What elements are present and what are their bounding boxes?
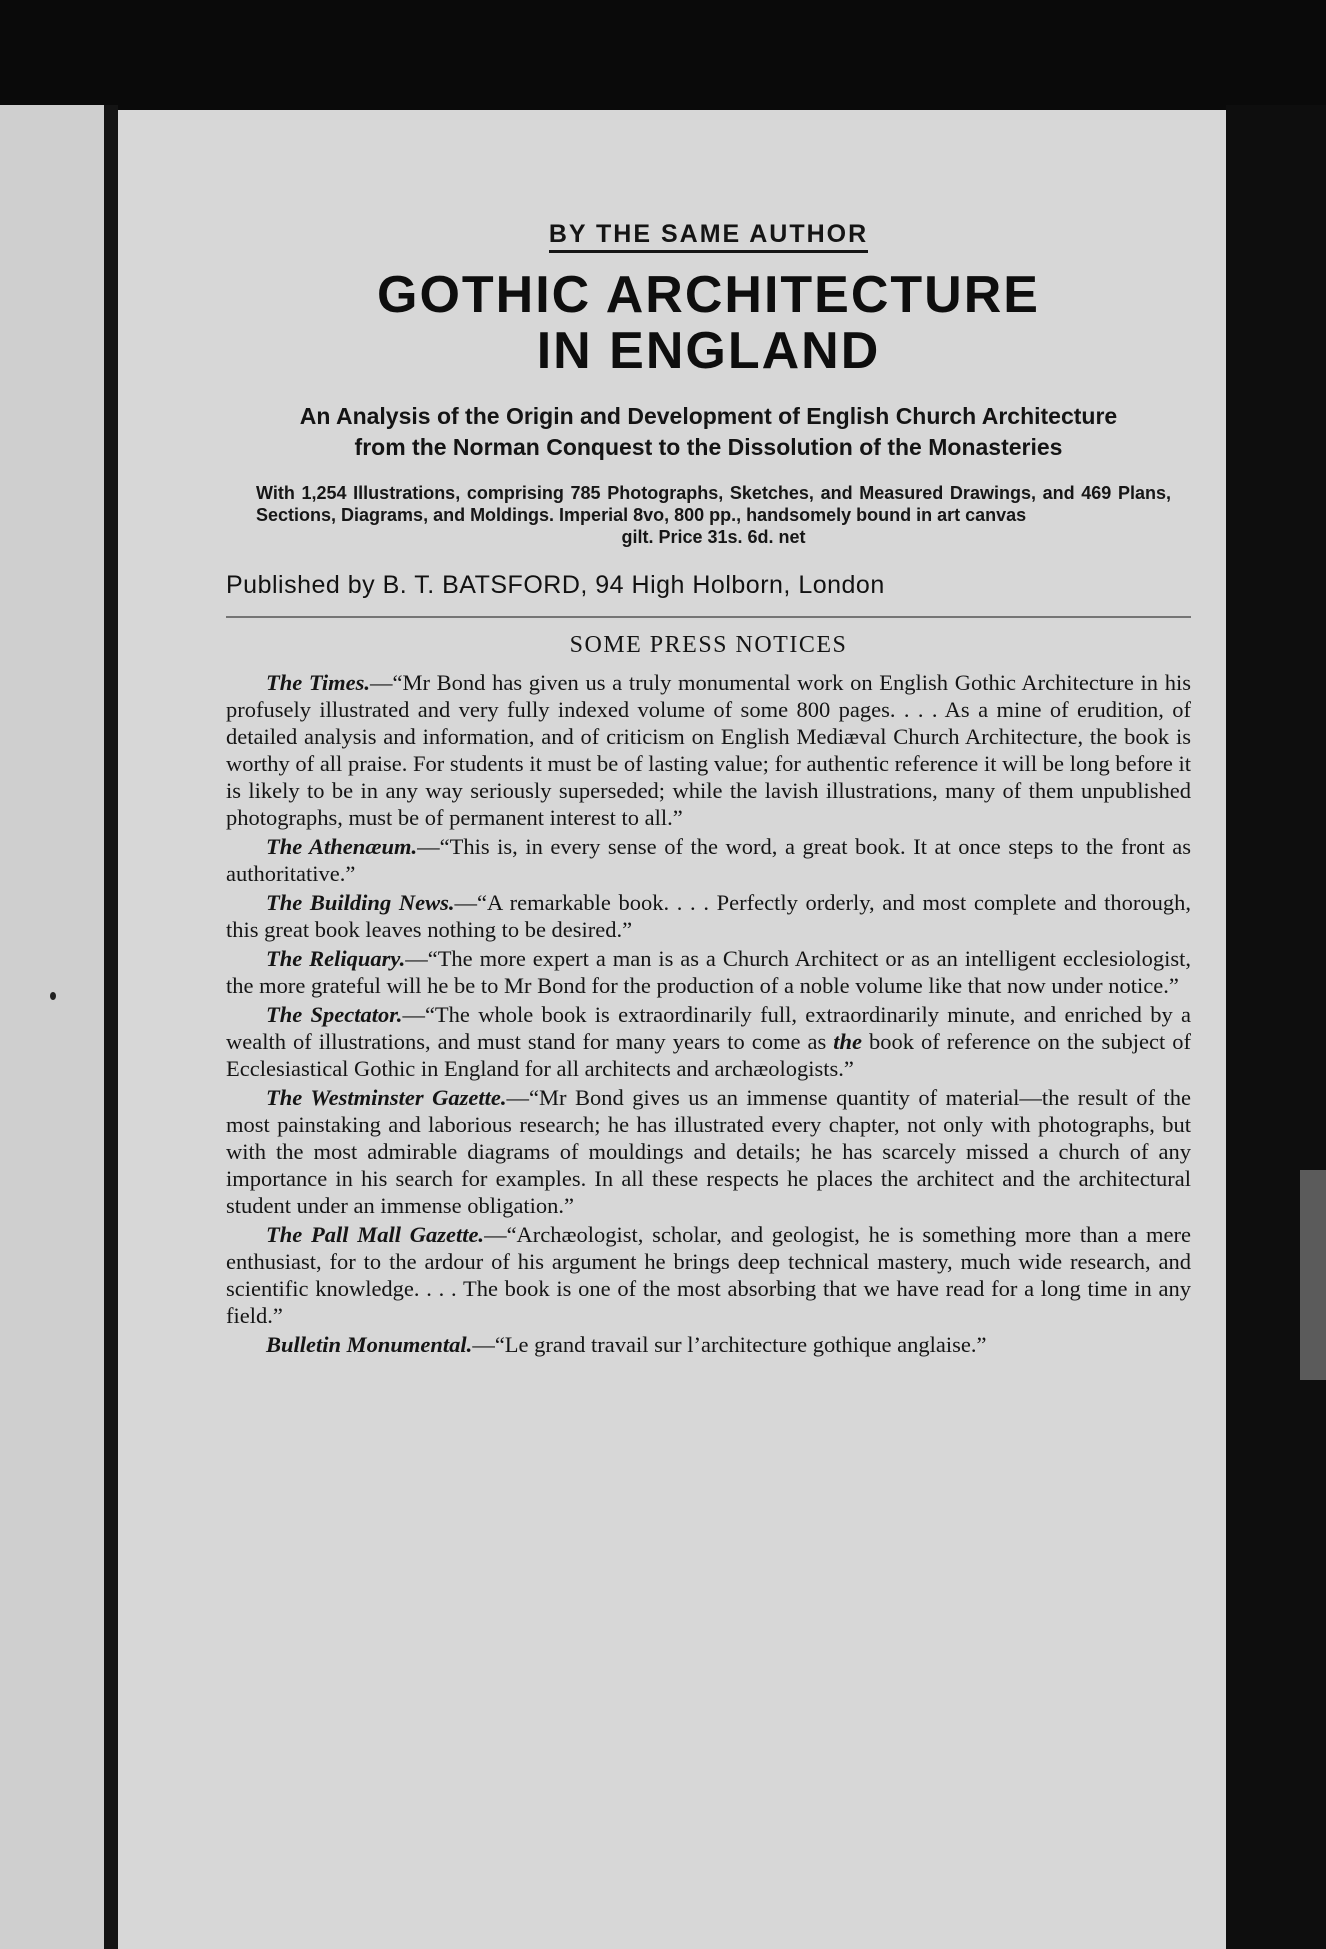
notice-westminster-gazette: [226, 1084, 1191, 1219]
notice-pall-mall-gazette: [226, 1221, 1191, 1329]
speck-mark: [50, 992, 56, 1000]
book-subtitle: An Analysis of the Origin and Development of English Church Architecture from the Norman Conquest to the Dissolution of the Monasteries: [299, 403, 1118, 461]
book-page: [118, 110, 1226, 1949]
publisher-line: Published by B. T. BATSFORD, 94 High Holborn, London: [226, 571, 885, 600]
notice-text: —“Mr Bond has given us a truly monumental work on English Gothic Architecture in his profusely illustrated and very fully indexed volume of some 800 pages. . . . As a mine of erudition, of detailed analysis and information, and of criticism on English Mediæval Church Architecture, the book is worthy of all praise. For students it must be of lasting value; for authentic reference it will be long before it is likely to be in any way seriously superseded; while the lavish illustrations, many of them unpublished photographs, must be of permanent interest to all.”: [226, 670, 1191, 831]
notice-times: [226, 669, 1191, 831]
book-details-main: With 1,254 Illustrations, comprising 785 Photographs, Sketches, and Measured Drawings, and 469 Plans, Sections, Diagrams, and Moldings. Imperial 8vo, 800 pp., handsomely bound in art canvas: [256, 483, 1171, 526]
notice-source: The Pall Mall Gazette.: [266, 1222, 485, 1248]
notice-text: book of reference on the subject of Ecclesiastical Gothic in England for all architects and archæologists.”: [226, 1029, 1191, 1082]
notice-source: The Westminster Gazette.: [266, 1085, 507, 1111]
notice-text: —“Le grand travail sur l’architecture gothique anglaise.”: [472, 1332, 987, 1358]
notice-source: The Building News.: [266, 890, 455, 916]
notice-bulletin-monumental: [226, 1331, 1191, 1358]
book-details: [256, 483, 1171, 549]
notice-source: The Reliquary.: [266, 946, 406, 972]
notice-reliquary: [226, 945, 1191, 999]
notice-text: —“The more expert a man is as a Church Architect or as an intelligent ecclesiologist, the more grateful will he be to Mr Bond for the production of a noble volume like that now under notice.”: [226, 946, 1191, 999]
notice-source: The Times.: [266, 670, 370, 696]
notice-source: The Spectator.: [266, 1002, 403, 1028]
adjacent-page-edge: [0, 105, 112, 1949]
notice-spectator: [226, 1001, 1191, 1082]
press-notices-heading: SOME PRESS NOTICES: [569, 632, 848, 659]
notice-text: —“The whole book is extraordinarily full, extraordinarily minute, and enriched by a wealth of illustrations, and must stand for many years to come as: [226, 1002, 1192, 1055]
notice-source: Bulletin Monumental.: [266, 1332, 473, 1358]
book-details-price: gilt. Price 31s. 6d. net: [621, 527, 806, 548]
notice-emphasis: the: [833, 1029, 862, 1055]
book-title-line2: IN ENGLAND: [536, 322, 881, 381]
page-scrap: [1300, 1170, 1326, 1380]
notice-athenaeum: [226, 833, 1191, 887]
notice-building-news: [226, 889, 1191, 943]
book-title-line1: GOTHIC ARCHITECTURE: [377, 266, 1040, 324]
press-notices: [226, 669, 1191, 1358]
book-gutter: [104, 105, 118, 1949]
byline: [226, 220, 1191, 249]
notice-source: The Athenæum.: [266, 834, 418, 860]
scan-right-border: [1226, 105, 1326, 1949]
notice-text: —“This is, in every sense of the word, a great book. It at once steps to the front as authoritative.”: [226, 834, 1191, 887]
notice-text: —“A remarkable book. . . . Perfectly orderly, and most complete and thorough, this great book leaves nothing to be desired.”: [226, 890, 1192, 943]
byline-text: BY THE SAME AUTHOR: [549, 220, 868, 253]
page-content: [226, 220, 1191, 1360]
scan-top-border: [0, 0, 1326, 112]
notice-text: —“Mr Bond gives us an immense quantity of material—the result of the most painstaking and laborious research; he has illustrated every chapter, not only with photographs, but with the most admirable diagrams of mouldings and details; he has scarcely missed a church of any importance in his search for examples. In all these respects he places the architect and the architectural student under an immense obligation.”: [226, 1085, 1191, 1219]
divider-rule: [226, 616, 1191, 618]
notice-text: —“Archæologist, scholar, and geologist, he is something more than a mere enthusiast, for to the ardour of his argument he brings deep technical mastery, much wide research, and scientific knowledge. . . . The book is one of the most absorbing that we have read for a long time in any field.”: [226, 1222, 1191, 1329]
